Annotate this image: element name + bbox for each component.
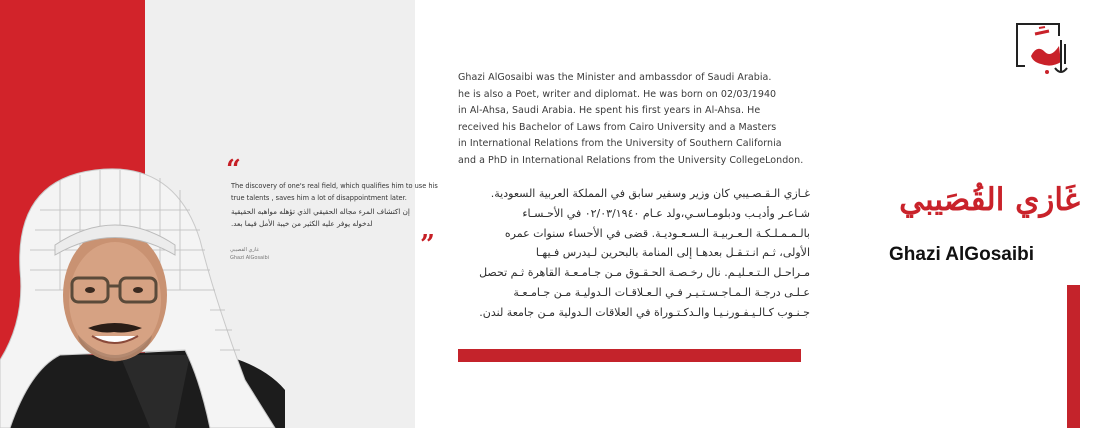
bio-arabic-line: عـلـى درجـة الـمـاجـسـتـيـر فـي الـعـلاقـات الـدوليـة مـن جـامـعـة [513, 285, 810, 299]
bio-english-line: received his Bachelor of Laws from Cairo University and a Masters [458, 121, 777, 133]
quote-open-mark: “ [226, 155, 241, 185]
bio-english-line: in Al-Ahsa, Saudi Arabia. He spent his first years in Al-Ahsa. He [458, 105, 761, 116]
quote-signature-arabic: غازي القصيبي [230, 247, 260, 253]
bio-english-line: in International Relations from the University of Southern California [458, 138, 782, 149]
quote-close-mark: ” [420, 230, 435, 260]
bio-english [458, 70, 808, 169]
quote-signature-english: Ghazi AlGosaibi [230, 255, 270, 261]
quote-english: The discovery of one's real field, which qualifies him to use his true talents , saves him a lot of disappointment later. [231, 182, 438, 202]
quote-arabic: إن اكتشاف المرء مجاله الحقيقي الذي تؤهله مواهبه الحقيقية لدخوله يوفر عليه الكثير من خيبة الأمل فيما بعد. [231, 207, 410, 228]
quote-signature [230, 246, 280, 262]
bio-english-line: Ghazi AlGosaibi was the Minister and ambassdor of Saudi Arabia. [458, 72, 772, 83]
title-arabic-name: غَازي القُصَيبي [899, 182, 1080, 218]
title-english-name: Ghazi AlGosaibi [889, 244, 1034, 265]
bio-arabic-line: مـراحـل الـتـعـليـم. نال رخـصـة الحـقـوق مـن جـامـعـة القاهرة ثـم تحصل [479, 266, 810, 280]
bio-arabic-line: غـازي الـقـصـيبي كان وزير وسفير سابق في المملكة العربية السعودية. [490, 187, 810, 200]
bio-arabic [458, 184, 810, 323]
red-underline-bar [458, 349, 801, 362]
bio-english-line: he is also a Poet, writer and diplomat. He was born on 02/03/1940 [458, 88, 777, 100]
bio-arabic-line: جـنـوب كـالـيـفـورنـيـا والـدكـتـوراة في العلاقات الـدولية مـن جامعة لندن. [479, 305, 810, 319]
red-vertical-bar [1067, 285, 1080, 428]
bio-arabic-line: شـاعـر وأديـب ودبلومـاسـي،ولد عـام ٠٢/٠٣/١٩٤٠ في الأحـسـاء [522, 206, 810, 220]
bio-arabic-line: بالـمـمـلـكـة الـعـربيـة الـسـعـوديـة. قضى في الأحساء سنوات عمره [504, 226, 810, 240]
bio-english-line: and a PhD in International Relations from the University CollegeLondon. [458, 154, 804, 166]
bio-arabic-line: الأولى، ثـم انـتـقـل بعدهـا إلى المنامة بالبحرين لـيدرس فـيهـا [535, 246, 810, 260]
brand-logo [1015, 22, 1073, 80]
